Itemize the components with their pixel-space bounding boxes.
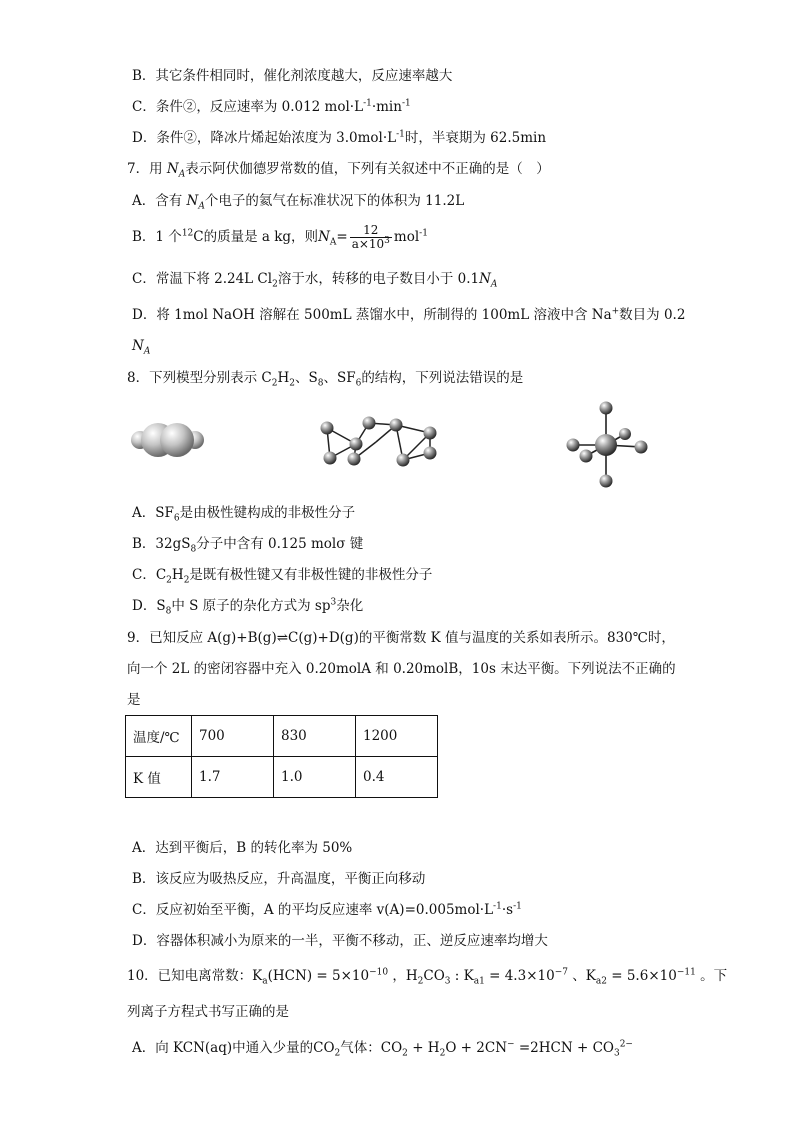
option-7a: A．含有 $N_A$个电子的氦气在标准状况下的体积为 11.2L [132,193,465,212]
sf6-model-image [560,398,654,492]
table-cell: 温度/℃ [126,716,192,757]
option-9d: D．容器体积减小为原来的一半，平衡不移动，正、逆反应速率均增大 [132,933,548,949]
f-atom [635,441,648,454]
question-7: 7．用 $N_A$表示阿伏伽德罗常数的值，下列有关叙述中不正确的是（ ） [127,161,550,180]
s-atom [390,419,403,432]
k-value-table [125,715,438,798]
s-atom [321,422,334,435]
option-9b: B．该反应为吸热反应，升高温度，平衡正向移动 [132,871,426,887]
option-8d: D．$S_8$中 S 原子的杂化方式为 $sp^3$杂化 [132,597,364,617]
option-6c: C．条件②，反应速率为 0.012 $mol\cdot L^{-1}\cdot\min^{-1}$ [132,98,411,115]
option-7d: D．将 1mol NaOH 溶解在 500mL 蒸馏水中，所制得的 100mL 溶液中含 Na+数目为 0.2 [132,306,686,323]
option-7b: B．1 个$^{12}$C的质量是 a kg，则$N_A=$ $\frac{12}{a\times 10^3}$ mol$^{-1}$ [132,223,428,251]
f-atom [580,450,593,463]
option-8c: C．$C_2H_2$是既有极性键又有非极性键的非极性分子 [132,567,433,586]
table-cell: 1.7 [192,757,274,798]
s-atom [363,417,376,430]
f-atom [600,475,613,488]
question-10: 10．已知电离常数：$K_a(HCN) = 5\times 10^{-10}$ ，$H_2CO_3$ : $K_{a1} = 4.3\times 10^{-7}$ 、$K_{a2} = 5.6\times 10^{-11}$ 。下 [127,967,728,987]
question-9: 9．已知反应 A(g)+B(g)⇌C(g)+D(g)的平衡常数 K 值与温度的关系如表所示。830℃时， [127,630,675,646]
option-9a: A．达到平衡后，B 的转化率为 50% [132,840,353,856]
option-7d-cont: $N_A$ [132,338,151,357]
fraction: $\frac{12}{a\times 10^3}$ [351,223,390,251]
option-6d: D．条件②，降冰片烯起始浓度为 $3.0mol\cdot L^{-1}$时，半衰期为 62.5min [132,129,547,146]
option-7c: C．常温下将 2.24L $Cl_2$溶于水，转移的电子数目小于 $0.1N_A$ [132,271,498,290]
table-cell: 1200 [356,716,438,757]
table-row [126,757,438,798]
s-atom [324,452,337,465]
option-6b: B．其它条件相同时，催化剂浓度越大，反应速率越大 [132,68,453,84]
question-9-cont: 向一个 2L 的密闭容器中充入 0.20molA 和 0.20molB，10s 末达平衡。下列说法不正确的 [127,661,676,677]
question-9-cont2: 是 [127,692,141,708]
s-atom [397,454,410,467]
f-atom [567,439,580,452]
s-atom [348,453,361,466]
s-central-atom [595,434,617,456]
table-cell: 830 [274,716,356,757]
table-row [126,716,438,757]
table-cell: 1.0 [274,757,356,798]
f-atom [619,428,631,440]
option-9c: C．反应初始至平衡，A 的平均反应速率 $v(A)=0.005mol\cdot L^{-1}\cdot s^{-1}$ [132,901,522,918]
s8-model-image [314,414,444,470]
option-8a: A．$SF_6$是由极性键构成的非极性分子 [132,505,356,524]
question-8: 8．下列模型分别表示 $C_2H_2$、$S_8$、$SF_6$的结构，下列说法错误的是 [127,370,524,389]
s-atom [350,438,363,451]
question-10-cont: 列离子方程式书写正确的是 [127,1004,289,1020]
table-cell: 700 [192,716,274,757]
c-atom [160,423,194,457]
s-atom [424,447,437,460]
table-cell: 0.4 [356,757,438,798]
c2h2-model-image [128,418,208,462]
table-cell: K 值 [126,757,192,798]
s-atom [424,427,437,440]
f-atom [600,402,613,415]
option-8b: B．$32gS_8$分子中含有 0.125 molσ 键 [132,536,364,555]
option-10a: A．向 KCN(aq)中通入少量的$CO_2$气体：$CO_2 + H_2O + 2CN^- =2HCN + CO_3^{2-}$ [132,1039,633,1059]
